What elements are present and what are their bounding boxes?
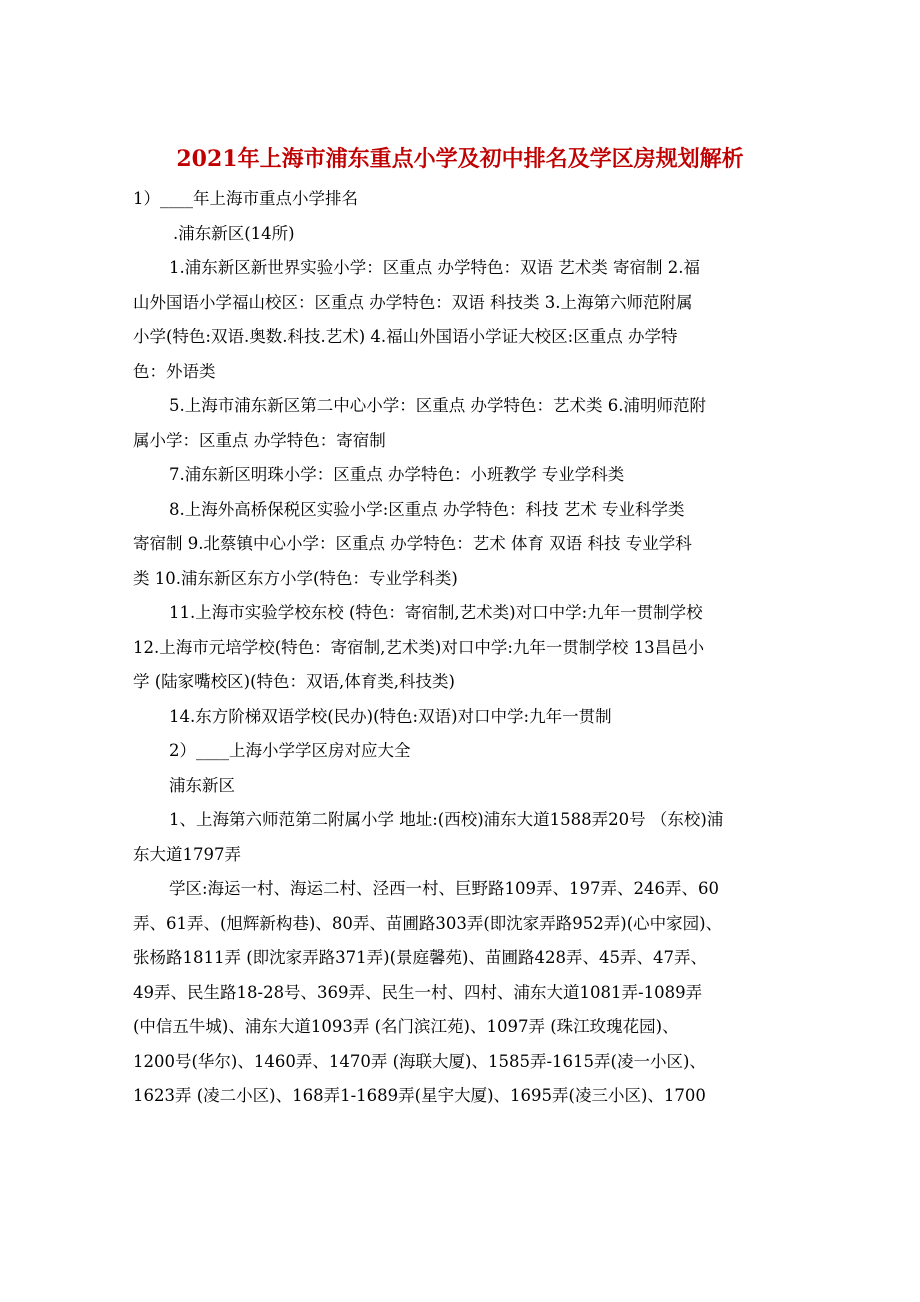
paragraph-line: 张杨路1811弄 (即沈家弄路371弄)(景庭馨苑)、苗圃路428弄、45弄、47弄、 (133, 948, 707, 967)
section-heading-2: 2）____上海小学学区房对应大全 (169, 741, 411, 760)
paragraph-line: 1623弄 (凌二小区)、168弄1-1689弄(星宇大厦)、1695弄(凌三小区)、1700 (133, 1086, 706, 1105)
paragraph-line: 学区:海运一村、海运二村、泾西一村、巨野路109弄、197弄、246弄、60 (169, 879, 720, 898)
paragraph-line: 类 10.浦东新区东方小学(特色：专业学科类) (133, 568, 458, 588)
paragraph-line: 弄、61弄、(旭辉新构巷)、80弄、苗圃路303弄(即沈家弄路952弄)(心中家园)、 (133, 913, 723, 933)
paragraph-line: 14.东方阶梯双语学校(民办)(特色:双语)对口中学:九年一贯制 (169, 706, 612, 726)
document-body (133, 182, 793, 1114)
paragraph-line: 8.上海外高桥保税区实验小学:区重点 办学特色：科技 艺术 专业科学类 (169, 499, 685, 519)
paragraph-line: 1.浦东新区新世界实验小学：区重点 办学特色：双语 艺术类 寄宿制 2.福 (169, 258, 700, 277)
paragraph-line: 7.浦东新区明珠小学：区重点 办学特色：小班教学 专业学科类 (169, 465, 625, 484)
section-heading-1: 1）____年上海市重点小学排名 (133, 189, 358, 208)
paragraph-line: 色：外语类 (133, 361, 216, 381)
paragraph-line: 49弄、民生路18-28号、369弄、民生一村、四村、浦东大道1081弄-1089弄 (133, 982, 703, 1002)
paragraph-line: 5.上海市浦东新区第二中心小学：区重点 办学特色：艺术类 6.浦明师范附 (169, 396, 706, 415)
paragraph-line: 1、上海第六师范第二附属小学 地址:(西校)浦东大道1588弄20号 （东校)浦 (169, 810, 724, 829)
district-heading: 浦东新区 (169, 775, 235, 795)
paragraph-line: 寄宿制 9.北蔡镇中心小学：区重点 办学特色：艺术 体育 双语 科技 专业学科 (133, 534, 692, 553)
paragraph-line: 小学(特色:双语.奥数.科技.艺术) 4.福山外国语小学证大校区:区重点 办学特 (133, 327, 678, 346)
paragraph-line: 属小学：区重点 办学特色：寄宿制 (133, 430, 386, 450)
paragraph-line: 山外国语小学福山校区：区重点 办学特色：双语 科技类 3.上海第六师范附属 (133, 292, 693, 312)
paragraph-line: 12.上海市元培学校(特色：寄宿制,艺术类)对口中学:九年一贯制学校 13昌邑小 (133, 637, 705, 657)
paragraph-line: 东大道1797弄 (133, 844, 241, 864)
paragraph-line: 11.上海市实验学校东校 (特色：寄宿制,艺术类)对口中学:九年一贯制学校 (169, 603, 703, 622)
paragraph-line: (中信五牛城)、浦东大道1093弄 (名门滨江苑)、1097弄 (珠江玫瑰花园)、 (133, 1017, 679, 1036)
document-title: 2021年上海市浦东重点小学及初中排名及学区房规划解析 (176, 146, 744, 172)
paragraph-line: 1200号(华尔)、1460弄、1470弄 (海联大厦)、1585弄-1615弄(凌一小区)、 (133, 1051, 706, 1071)
paragraph-line: 学 (陆家嘴校区)(特色：双语,体育类,科技类) (133, 672, 455, 691)
district-heading: .浦东新区(14所) (173, 223, 295, 243)
